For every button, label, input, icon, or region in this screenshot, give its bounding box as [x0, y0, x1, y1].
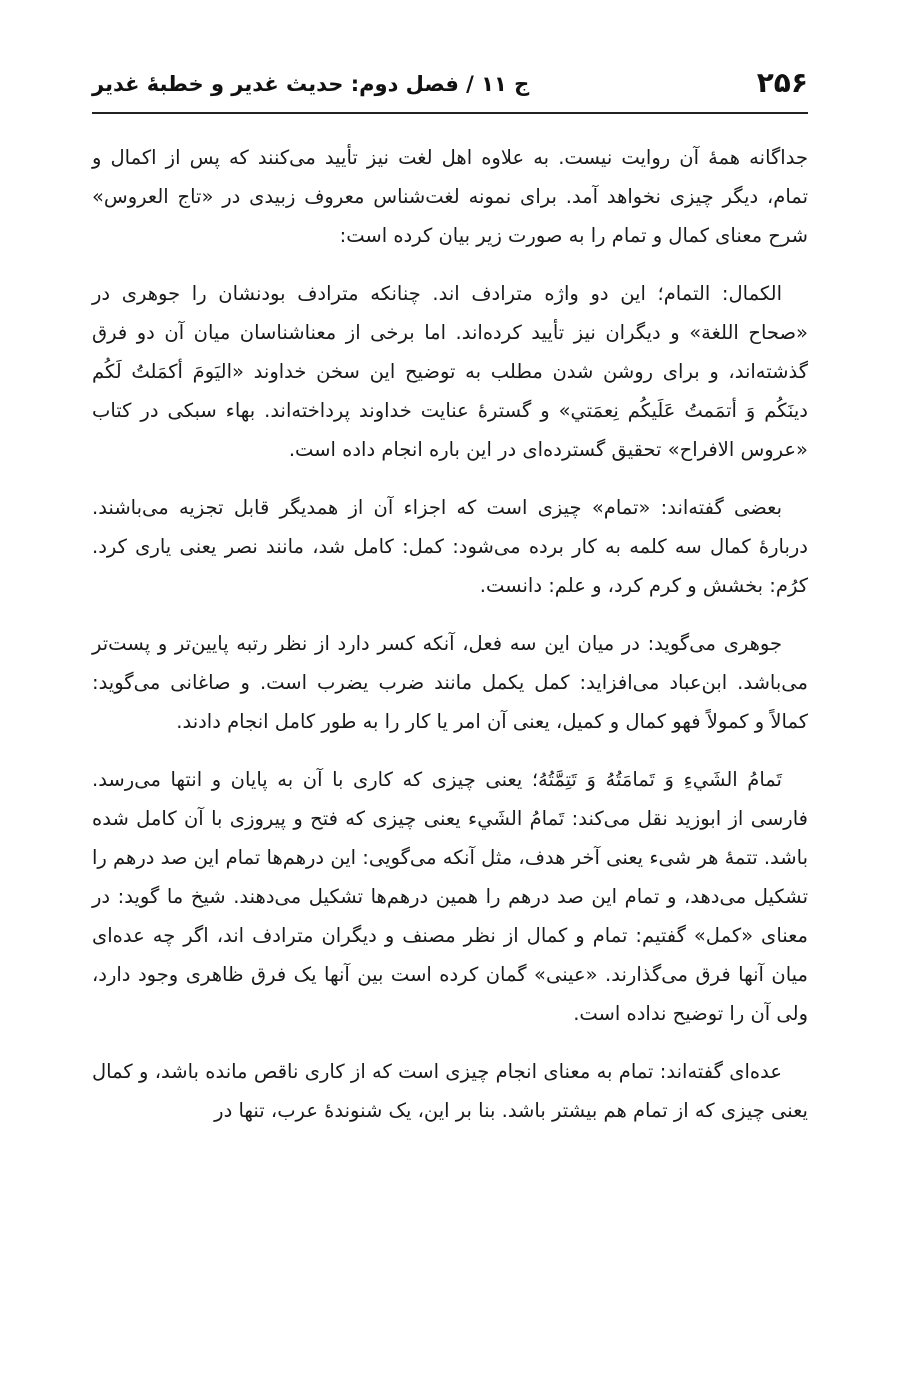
paragraph-2: الکمال: التمام؛ این دو واژه مترادف اند. چنانکه مترادف بودنشان را جوهری در «صحاح اللغة» و دیگران نیز تأیید کرده‌اند. اما برخی از معناشناسان میان آن دو فرق گذشته‌اند، و برای روشن شدن مطلب به توضیح این سخن خداوند «اليَومَ أكمَلتُ لَكُم دينَكُم وَ أتمَمتُ عَلَيكُم نِعمَتي» و گسترهٔ عنایت خداوند پرداخته‌اند. بهاء سبکی در کتاب «عروس الافراح» تحقیق گسترده‌ای در این باره انجام داده است. [92, 282, 808, 461]
body-text [92, 138, 808, 1149]
paragraph-6: عده‌ای گفته‌اند: تمام به معنای انجام چیزی است که از کاری ناقص مانده باشد، و کمال یعنی چیزی که از تمام هم بیشتر باشد. بنا بر این، یک شنوندهٔ عرب، تنها در [92, 1060, 808, 1122]
page-number: ۲۵۶ [756, 66, 808, 99]
paragraph-1: جداگانه همهٔ آن روایت نیست. به علاوه اهل لغت نیز تأیید می‌کنند که پس از اکمال و تمام، دیگر چیزی نخواهد آمد. برای نمونه لغت‌شناس معروف زبیدی در «تاج العروس» شرح معنای کمال و تمام را به صورت زیر بیان کرده است: [92, 146, 808, 247]
paragraph-4: جوهری می‌گوید: در میان این سه فعل، آنکه کسر دارد از نظر رتبه پایین‌تر و پست‌تر می‌باشد. ابن‌عباد می‌افزاید: کمل یکمل مانند ضرب یضرب است. و صاغانی می‌گوید: کمالاً و کمولاً فهو کمال و کمیل، یعنی آن امر یا کار را به طور کامل انجام دادند. [92, 632, 808, 733]
running-title: ج ۱۱ / فصل دوم: حدیث غدیر و خطبهٔ غدیر [92, 72, 530, 96]
paragraph-5: تَمامُ الشَيءِ وَ تَمامَتُهُ وَ تَتِمَّتُهُ؛ یعنی چیزی که کاری با آن به پایان و انتها می‌رسد. فارسی از ابوزید نقل می‌کند: تَمامُ الشَيء یعنی چیزی که فتح و پیروزی با آن کامل شده باشد. تتمهٔ هر شیء یعنی آخر هدف، مثل آنکه می‌گویی: این درهم‌ها تمام این صد درهم را تشکیل می‌دهد، و تمام این صد درهم را همین درهم‌ها تشکیل می‌دهند. شیخ ما گوید: در معنای «کمل» گفتیم: تمام و کمال از نظر مصنف و دیگران مترادف اند، اگر چه عده‌ای میان آنها فرق می‌گذارند. «عینی» گمان کرده است بین آنها یک فرق ظاهری وجود دارد، ولی آن را توضیح نداده است. [92, 768, 808, 1025]
running-header [92, 62, 808, 114]
paragraph-3: بعضی گفته‌اند: «تمام» چیزی است که اجزاء آن از همدیگر قابل تجزیه می‌باشند. دربارهٔ کمال سه کلمه به کار برده می‌شود: کمل: کامل شد، مانند نصر یعنی یاری کرد. کرُم: بخشش و کرم کرد، و علم: دانست. [92, 496, 808, 597]
